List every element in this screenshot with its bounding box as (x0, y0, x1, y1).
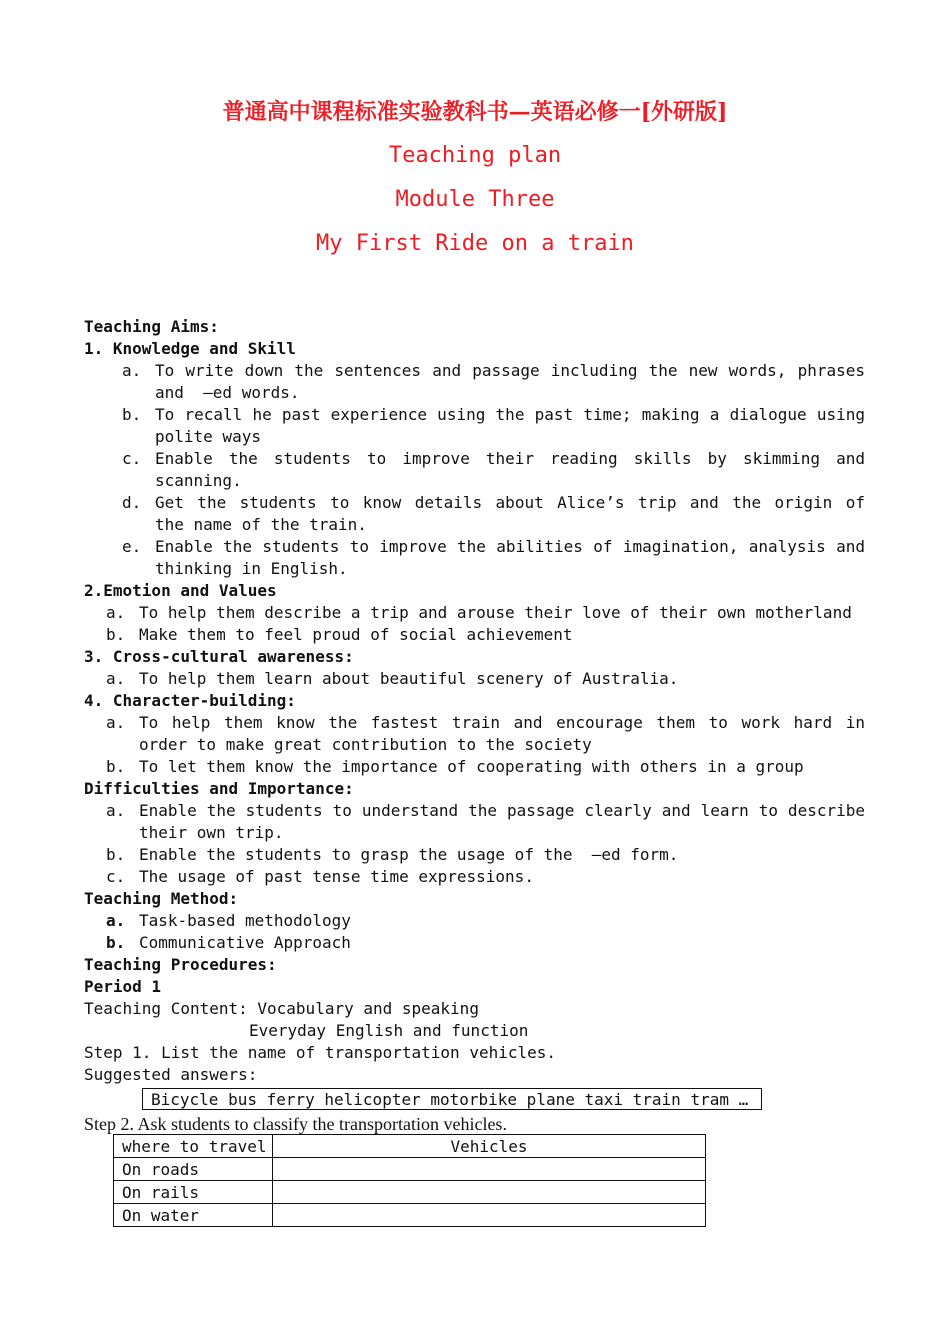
chinese-title: 普通高中课程标准实验教科书—英语必修一[外研版] (222, 99, 728, 125)
step-2: Step 2. Ask students to classify the transportation vehicles. (84, 1114, 507, 1134)
list-item (84, 800, 868, 822)
list-text: polite ways (155, 427, 261, 446)
list-text: order to make great contribution to the society (139, 735, 592, 754)
list-item (84, 492, 868, 514)
list-item (84, 844, 868, 866)
cross-cultural-heading: 3. Cross-cultural awareness: (84, 647, 354, 666)
list-item (84, 360, 868, 382)
list-text: To recall he past experience using the past time; making a dialogue using (155, 405, 865, 424)
difficulties-heading: Difficulties and Importance: (84, 779, 354, 798)
list-text: Get the students to know details about Alice’s trip and the origin of (155, 493, 865, 512)
table-row (114, 1181, 706, 1204)
table-row (114, 1158, 706, 1181)
table-cell: On water (114, 1204, 273, 1227)
character-building-heading: 4. Character-building: (84, 691, 296, 710)
suggested-answers-box: Bicycle bus ferry helicopter motorbike plane taxi train tram … (142, 1088, 762, 1110)
table-cell-empty[interactable] (273, 1204, 706, 1227)
period-heading: Period 1 (84, 977, 162, 996)
title-lesson: My First Ride on a train (316, 231, 634, 256)
list-marker: c. (122, 449, 142, 468)
table-cell-empty[interactable] (273, 1158, 706, 1181)
list-item-continued (84, 734, 868, 756)
list-marker: a. (106, 911, 126, 930)
classification-table (113, 1134, 706, 1227)
teaching-procedures-heading: Teaching Procedures: (84, 955, 277, 974)
document-body (84, 316, 868, 1086)
list-text: thinking in English. (155, 559, 348, 578)
list-text: Enable the students to grasp the usage of the –ed form. (139, 845, 679, 864)
list-text: Task-based methodology (139, 911, 351, 930)
teaching-aims-heading: Teaching Aims: (84, 317, 219, 336)
list-marker: b. (106, 933, 126, 952)
list-marker: b. (122, 405, 142, 424)
knowledge-skill-heading: 1. Knowledge and Skill (84, 339, 296, 358)
list-item-continued (84, 514, 868, 536)
list-text: To let them know the importance of cooperating with others in a group (139, 757, 804, 776)
table-row (114, 1204, 706, 1227)
list-item-continued (84, 822, 868, 844)
table-cell-empty[interactable] (273, 1181, 706, 1204)
list-item (84, 448, 868, 470)
list-marker: b. (106, 625, 126, 644)
list-item (84, 910, 868, 932)
title-teaching-plan: Teaching plan (388, 143, 562, 168)
list-item (84, 668, 868, 690)
list-item (84, 932, 868, 954)
list-item (84, 602, 868, 624)
list-item (84, 624, 868, 646)
list-text: To help them learn about beautiful scenery of Australia. (139, 669, 679, 688)
list-text: Enable the students to improve the abilities of imagination, analysis and (155, 537, 865, 556)
list-marker: d. (122, 493, 142, 512)
list-marker: c. (106, 867, 126, 886)
list-text: and –ed words. (155, 383, 300, 402)
suggested-answers-label: Suggested answers: (84, 1065, 258, 1084)
table-header-row (114, 1135, 706, 1158)
list-text: To help them describe a trip and arouse their love of their own motherland (139, 603, 852, 622)
list-marker: b. (106, 757, 126, 776)
teaching-method-heading: Teaching Method: (84, 889, 239, 908)
table-header-cell: where to travel (114, 1135, 273, 1158)
step-1: Step 1. List the name of transportation vehicles. (84, 1043, 557, 1062)
emotion-values-heading: 2.Emotion and Values (84, 581, 277, 600)
list-item-continued (84, 470, 868, 492)
list-text: Enable the students to understand the passage clearly and learn to describe (139, 801, 865, 820)
table-cell: On rails (114, 1181, 273, 1204)
teaching-content-continued (84, 1020, 868, 1042)
table-cell: On roads (114, 1158, 273, 1181)
list-item (84, 404, 868, 426)
title-module: Module Three (395, 187, 555, 212)
list-item (84, 712, 868, 734)
list-item-continued (84, 426, 868, 448)
title-block (0, 90, 950, 266)
list-marker: b. (106, 845, 126, 864)
list-marker: a. (106, 801, 126, 820)
table-header-cell: Vehicles (273, 1135, 706, 1158)
list-text: Enable the students to improve their reading skills by skimming and (155, 449, 865, 468)
list-text: scanning. (155, 471, 242, 490)
list-text: To write down the sentences and passage including the new words, phrases (155, 361, 865, 380)
list-marker: a. (122, 361, 142, 380)
list-item-continued (84, 558, 868, 580)
teaching-content-text: Everyday English and function (249, 1021, 529, 1040)
list-marker: a. (106, 603, 126, 622)
list-marker: a. (106, 713, 126, 732)
list-item-continued (84, 382, 868, 404)
list-item (84, 536, 868, 558)
list-text: Communicative Approach (139, 933, 351, 952)
list-text: To help them know the fastest train and encourage them to work hard in (139, 713, 865, 732)
list-item (84, 756, 868, 778)
list-marker: e. (122, 537, 142, 556)
list-text: The usage of past tense time expressions. (139, 867, 534, 886)
list-marker: a. (106, 669, 126, 688)
list-text: Make them to feel proud of social achievement (139, 625, 573, 644)
list-item (84, 866, 868, 888)
list-text: their own trip. (139, 823, 284, 842)
teaching-content: Teaching Content: Vocabulary and speaking (84, 999, 479, 1018)
list-text: the name of the train. (155, 515, 367, 534)
